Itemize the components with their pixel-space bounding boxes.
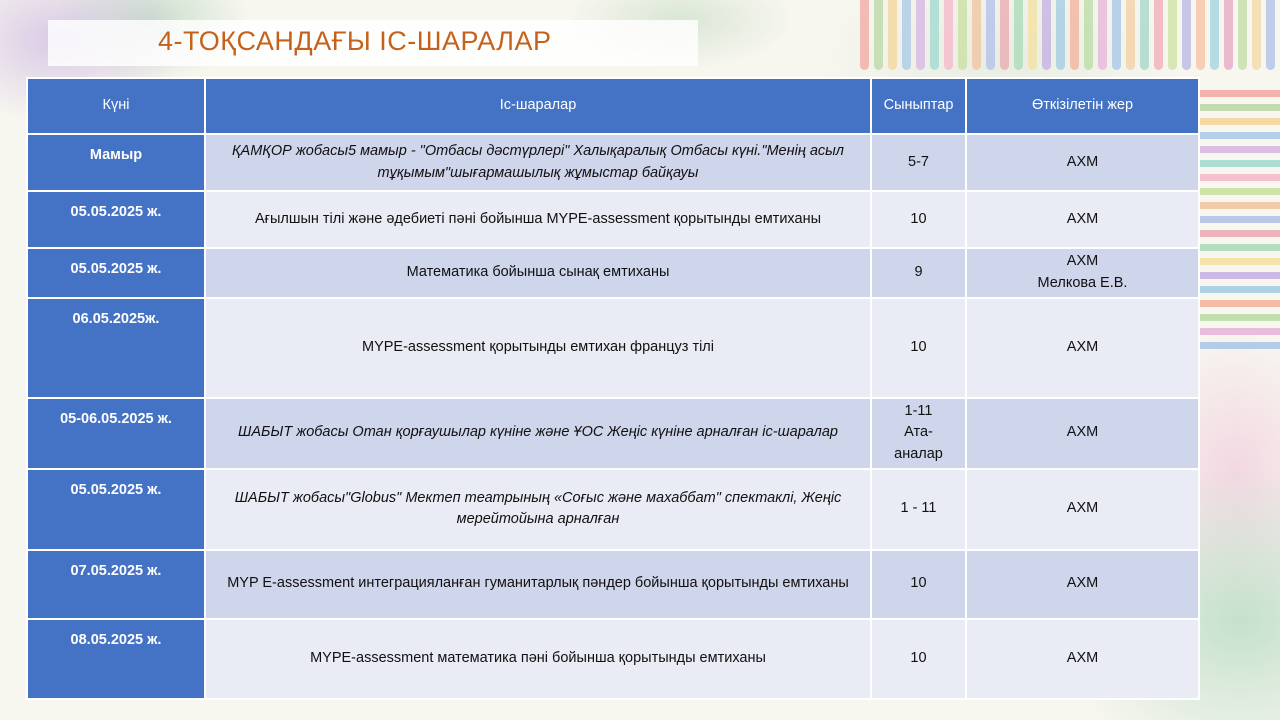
row-event: ШАБЫТ жобасы Отан қорғаушылар күніне және ҰОС Жеңіс күніне арналған іс-шаралар — [205, 398, 871, 469]
row-event: MYP E-assessment интеграцияланған гуманитарлық пәндер бойынша қорытынды емтиханы — [205, 550, 871, 619]
header-grade: Сыныптар — [871, 78, 966, 134]
row-date: 07.05.2025 ж. — [27, 550, 205, 619]
table-row — [27, 469, 1199, 550]
row-place: АХМ — [966, 191, 1199, 248]
row-event: Ағылшын тілі және әдебиеті пәні бойынша MYPE-assessment қорытынды емтиханы — [205, 191, 871, 248]
header-date: Күні — [27, 78, 205, 134]
row-grade: 5-7 — [871, 134, 966, 191]
row-date: 05.05.2025 ж. — [27, 469, 205, 550]
row-date: 05-06.05.2025 ж. — [27, 398, 205, 469]
row-date: 06.05.2025ж. — [27, 298, 205, 398]
table-row — [27, 550, 1199, 619]
row-grade: 9 — [871, 248, 966, 298]
row-grade: 10 — [871, 298, 966, 398]
row-event: MYPE-assessment қорытынды емтихан француз тілі — [205, 298, 871, 398]
header-event: Іс-шаралар — [205, 78, 871, 134]
row-date: 05.05.2025 ж. — [27, 248, 205, 298]
row-event: ШАБЫТ жобасы"Globus" Мектеп театрының «Соғыс және махаббат" спектаклі, Жеңіс мерейтойына арналған — [205, 469, 871, 550]
table-row — [27, 398, 1199, 469]
table-row — [27, 298, 1199, 398]
row-grade: 10 — [871, 619, 966, 699]
row-event: ҚАМҚОР жобасы5 мамыр - "Отбасы дәстүрлері" Халықаралық Отбасы күні."Менің асыл тұқымым"шығармашылық жұмыстар байқауы — [205, 134, 871, 191]
table-row — [27, 248, 1199, 298]
row-date: 05.05.2025 ж. — [27, 191, 205, 248]
row-grade: 10 — [871, 191, 966, 248]
row-place: АХМ — [966, 134, 1199, 191]
table-row — [27, 619, 1199, 699]
row-event: MYPE-assessment математика пәні бойынша қорытынды емтиханы — [205, 619, 871, 699]
header-place: Өткізілетін жер — [966, 78, 1199, 134]
table-header-row — [27, 78, 1199, 134]
row-grade: 1-11 Ата-аналар — [871, 398, 966, 469]
row-grade: 10 — [871, 550, 966, 619]
row-place: АХМ — [966, 398, 1199, 469]
row-place: АХМ — [966, 619, 1199, 699]
events-table — [26, 77, 1200, 700]
row-place: АХМ — [966, 550, 1199, 619]
row-grade: 1 - 11 — [871, 469, 966, 550]
row-event: Математика бойынша сынақ емтиханы — [205, 248, 871, 298]
table-row — [27, 191, 1199, 248]
table-row — [27, 134, 1199, 191]
row-date: 08.05.2025 ж. — [27, 619, 205, 699]
row-place: АХМ — [966, 298, 1199, 398]
row-place: АХМ — [966, 469, 1199, 550]
row-date: Мамыр — [27, 134, 205, 191]
page-title: 4-ТОҚСАНДАҒЫ ІС-ШАРАЛАР — [158, 26, 552, 56]
row-place: АХМ Мелкова Е.В. — [966, 248, 1199, 298]
